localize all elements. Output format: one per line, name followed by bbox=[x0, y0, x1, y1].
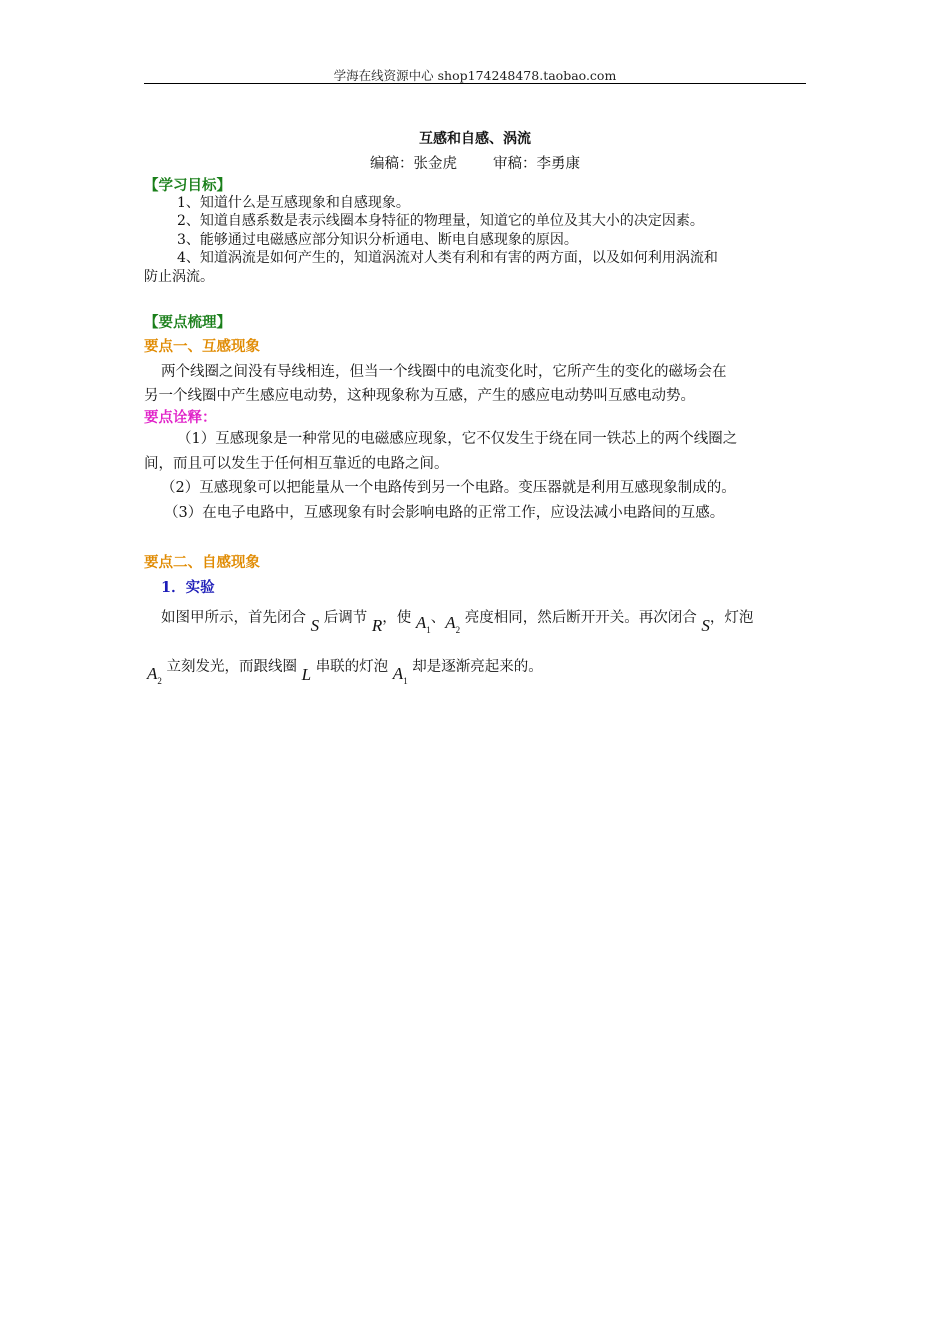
symbol-subscript: 2 bbox=[157, 676, 162, 686]
goal-item: 4、知道涡流是如何产生的，知道涡流对人类有利和有害的两方面，以及如何利用涡流和 bbox=[177, 250, 718, 266]
page-header: 学海在线资源中心 shop174248478.taobao.com bbox=[333, 68, 617, 83]
goal-item: 3、能够通过电磁感应部分知识分析通电、断电自感现象的原因。 bbox=[177, 232, 578, 248]
point2-heading: 要点二、自感现象 bbox=[144, 554, 260, 571]
symbol-letter: A bbox=[392, 664, 404, 683]
text-run: 亮度相同，然后断开开关。再次闭合 bbox=[464, 610, 697, 626]
experiment-heading: 1．实验 bbox=[161, 579, 215, 596]
symbol-A1 bbox=[392, 664, 408, 686]
learning-goals-heading: 【学习目标】 bbox=[144, 177, 231, 194]
symbol-subscript: 1 bbox=[403, 676, 408, 686]
symbol-A2 bbox=[147, 664, 162, 686]
text-run: ，使 bbox=[382, 610, 412, 626]
explanation-heading: 要点诠释： bbox=[144, 409, 217, 426]
point1-paragraph-line: 两个线圈之间没有导线相连，但当一个线圈中的电流变化时，它所产生的变化的磁场会在 bbox=[161, 364, 727, 380]
text-run: 后调节 bbox=[323, 610, 368, 626]
editors-line bbox=[0, 152, 950, 173]
text-run: 却是逐渐亮起来的。 bbox=[412, 659, 543, 675]
point1-heading: 要点一、互感现象 bbox=[144, 338, 260, 355]
text-run: 、 bbox=[430, 610, 446, 626]
symbol-letter: A bbox=[415, 613, 427, 632]
text-run: ，灯泡 bbox=[709, 610, 754, 626]
key-points-heading: 【要点梳理】 bbox=[144, 314, 231, 331]
experiment-line-2 bbox=[147, 652, 543, 687]
point1-paragraph-line: 另一个线圈中产生感应电动势，这种现象称为互感，产生的感应电动势叫互感电动势。 bbox=[144, 388, 695, 404]
goal-item: 防止涡流。 bbox=[144, 269, 214, 285]
reviewer-credit: 审稿：李勇康 bbox=[493, 156, 580, 172]
symbol-S: S bbox=[310, 616, 320, 635]
explanation-line: （3）在电子电路中，互感现象有时会影响电路的正常工作，应设法减小电路间的互感。 bbox=[164, 505, 725, 521]
symbol-letter: A bbox=[445, 613, 456, 632]
editor-credit: 编稿：张金虎 bbox=[370, 156, 457, 172]
header-rule bbox=[144, 83, 806, 84]
text-run: 串联的灯泡 bbox=[315, 659, 389, 675]
symbol-L: L bbox=[301, 665, 312, 684]
document-title: 互感和自感、涡流 bbox=[419, 131, 531, 147]
explanation-line: （2）互感现象可以把能量从一个电路传到另一个电路。变压器就是利用互感现象制成的。 bbox=[161, 480, 736, 496]
goal-item: 2、知道自感系数是表示线圈本身特征的物理量，知道它的单位及其大小的决定因素。 bbox=[177, 213, 704, 229]
goal-item: 1、知道什么是互感现象和自感现象。 bbox=[177, 195, 410, 211]
explanation-line: 间，而且可以发生于任何相互靠近的电路之间。 bbox=[144, 456, 449, 472]
symbol-R: R bbox=[371, 616, 383, 635]
symbol-subscript: 2 bbox=[455, 625, 461, 635]
symbol-A2 bbox=[445, 613, 461, 635]
symbol-subscript: 1 bbox=[426, 625, 431, 635]
text-run: 立刻发光，而跟线圈 bbox=[166, 659, 297, 675]
explanation-line: （1）互感现象是一种常见的电磁感应现象，它不仅发生于绕在同一铁芯上的两个线圈之 bbox=[177, 431, 738, 447]
experiment-line-1 bbox=[161, 603, 753, 638]
symbol-A1 bbox=[415, 613, 431, 635]
text-run: 如图甲所示，首先闭合 bbox=[161, 610, 306, 626]
symbol-S: S bbox=[701, 616, 710, 635]
symbol-letter: A bbox=[147, 664, 158, 683]
